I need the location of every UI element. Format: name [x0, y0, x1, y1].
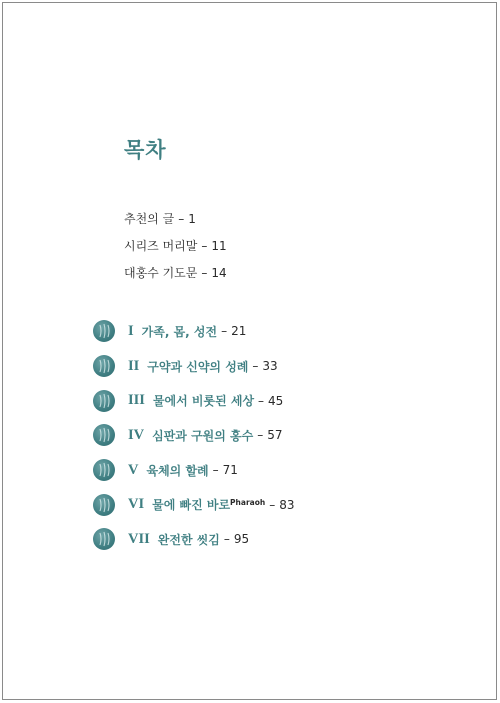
toc-entry-front-2[interactable] [124, 236, 227, 263]
toc-entry-front-3[interactable] [124, 263, 227, 290]
front-matter-list [124, 209, 227, 290]
toc-entry-chapter-7[interactable] [93, 522, 294, 557]
chapter-title: 육체의 할례 [146, 463, 209, 478]
entry-page: 11 [211, 239, 227, 253]
chapter-number: IV [128, 426, 145, 443]
entry-dash: – [223, 532, 230, 547]
chapter-number: II [128, 357, 140, 374]
page-title: 목차 [124, 138, 167, 162]
entry-dash: – [201, 266, 208, 280]
chapter-number: I [128, 322, 134, 339]
entry-page: 1 [188, 212, 196, 226]
entry-title: 대홍수 기도문 [124, 266, 198, 280]
chapter-number: VII [128, 530, 150, 547]
chapter-title-superscript: Pharaoh [230, 498, 266, 508]
teal-ornament-circle-icon [93, 424, 115, 446]
entry-dash: – [258, 393, 265, 408]
chapter-title: 물에 빠진 바로 [152, 498, 231, 513]
toc-entry-chapter-1[interactable] [93, 314, 294, 349]
teal-ornament-circle-icon [93, 390, 115, 412]
chapter-page: 95 [233, 532, 250, 547]
teal-ornament-circle-icon [93, 494, 115, 516]
toc-entry-chapter-5[interactable] [93, 453, 294, 488]
toc-entry-chapter-4[interactable] [93, 418, 294, 453]
chapter-page: 71 [222, 463, 238, 478]
chapter-page: 83 [279, 497, 295, 512]
toc-entry-chapter-6[interactable] [93, 487, 294, 522]
entry-dash: – [252, 359, 259, 374]
teal-ornament-circle-icon [93, 459, 115, 481]
entry-dash: – [212, 463, 219, 478]
entry-dash: – [221, 324, 228, 339]
chapter-title: 구약과 신약의 성례 [147, 359, 249, 374]
chapter-page: 45 [268, 393, 284, 408]
entry-dash: – [201, 239, 208, 253]
toc-entry-chapter-3[interactable] [93, 383, 294, 418]
chapter-title: 심판과 구원의 홍수 [152, 428, 254, 443]
entry-title: 추천의 글 [124, 212, 175, 226]
chapter-title: 물에서 비롯된 세상 [152, 394, 255, 409]
chapter-number: VI [128, 496, 145, 513]
teal-ornament-circle-icon [93, 528, 115, 550]
chapter-page: 21 [231, 324, 247, 339]
teal-ornament-circle-icon [93, 355, 115, 377]
entry-page: 14 [211, 266, 227, 280]
entry-title: 시리즈 머리말 [124, 239, 198, 253]
chapter-list [93, 314, 294, 557]
entry-dash: – [269, 497, 276, 512]
entry-dash: – [257, 428, 264, 443]
toc-entry-front-1[interactable] [124, 209, 227, 236]
chapter-title: 가족, 몸, 성전 [141, 324, 218, 339]
teal-ornament-circle-icon [93, 320, 115, 342]
chapter-title: 완전한 씻김 [157, 532, 220, 547]
toc-entry-chapter-2[interactable] [93, 349, 294, 384]
chapter-number: V [128, 461, 139, 478]
chapter-page: 57 [267, 428, 283, 443]
entry-dash: – [178, 212, 185, 226]
chapter-number: III [128, 392, 145, 409]
chapter-page: 33 [262, 359, 278, 374]
